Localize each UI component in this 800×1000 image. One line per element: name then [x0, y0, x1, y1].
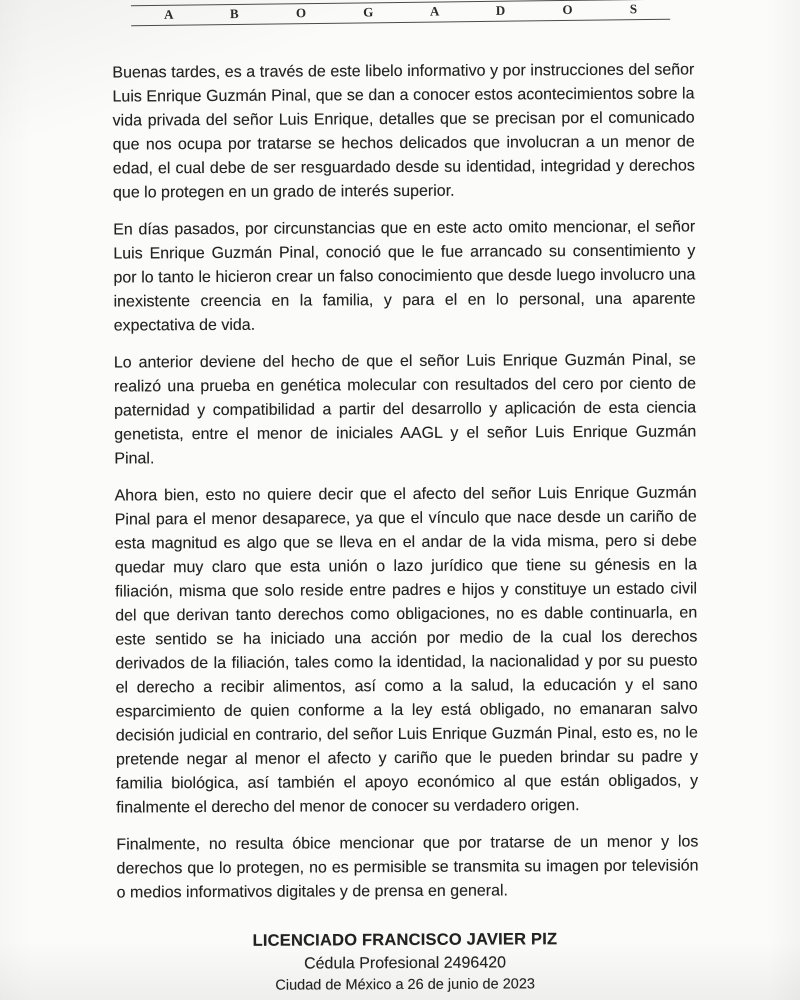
signature-block	[5, 926, 800, 998]
paragraph-2: En días pasados, por circunstancias que en este acto omito mencionar, el señor Luis Enrique Guzmán Pinal, conoció que le fue arrancado su consentimiento y por lo tanto le hicieron crear un falso conocimiento que desde luego involucro una inexistente creencia en la familia, y para el en lo personal, una aparente expectativa de vida.	[113, 218, 696, 335]
professional-license: Cédula Profesional 2496420	[304, 954, 507, 973]
paragraph-3: Lo anterior deviene del hecho de que el señor Luis Enrique Guzmán Pinal, se realizó una prueba en genética molecular con resultados del cero por ciento de paternidad y compatibilidad a partir del desarrollo y aplicación de esta ciencia genetista, entre el menor de iniciales AAGL y el señor Luis Enrique Guzmán Pinal.	[113, 351, 697, 468]
document-body	[112, 58, 698, 918]
paragraph-5: Finalmente, no resulta óbice mencionar que por tratarse de un menor y los derechos que lo protegen, no es permisible se transmita su imagen por televisión o medios informativos digitales y de prensa en general.	[116, 833, 699, 902]
paragraph-4: Ahora bien, esto no quiere decir que el afecto del señor Luis Enrique Guzmán Pinal para el menor desaparece, ya que el vínculo que nace desde un cariño de esta magnitud es algo que se lleva en el andar de la vida misma, pero si debe quedar muy claro que esta unión o lazo jurídico que tiene su génesis en la filiación, misma que solo reside entre padres e hijos y constituye un estado civil del que derivan tanto derechos como obligaciones, no es dable continuarla, en este sentido se ha iniciado una acción por medio de la cual los derechos derivados de la filiación, tales como la identidad, la nacionalidad y por su puesto el derecho a recibir alimentos, así como a la salud, la educación y el sano esparcimiento de quien conforme a la ley está obligado, no emanaran salvo decisión judicial en contrario, del señor Luis Enrique Guzmán Pinal, esto es, no le pretende negar al menor el afecto y cariño que le pueden brindar su padre y familia biológica, así también el apoyo económico al que están obligados, y finalmente el derecho del menor de conocer su verdadero origen.	[114, 484, 699, 817]
paragraph-1: Buenas tardes, es a través de este libelo informativo y por instrucciones del señor Luis Enrique Guzmán Pinal, que se dan a conocer estos acontecimientos sobre la vida privada del señor Luis Enrique, detalles que se precisan por el comunicado que nos ocupa por tratarse se hechos delicados que involucran a un menor de edad, el cual debe de ser resguardado desde su identidad, integridad y derechos que lo protegen en un grado de interés superior.	[112, 61, 695, 202]
dateline: Ciudad de México a 26 de junio de 2023	[275, 976, 535, 994]
letterhead-title: A B O G A D O S	[130, 0, 669, 26]
letterhead	[0, 0, 800, 25]
signatory-name: LICENCIADO FRANCISCO JAVIER PIZ	[252, 930, 558, 950]
